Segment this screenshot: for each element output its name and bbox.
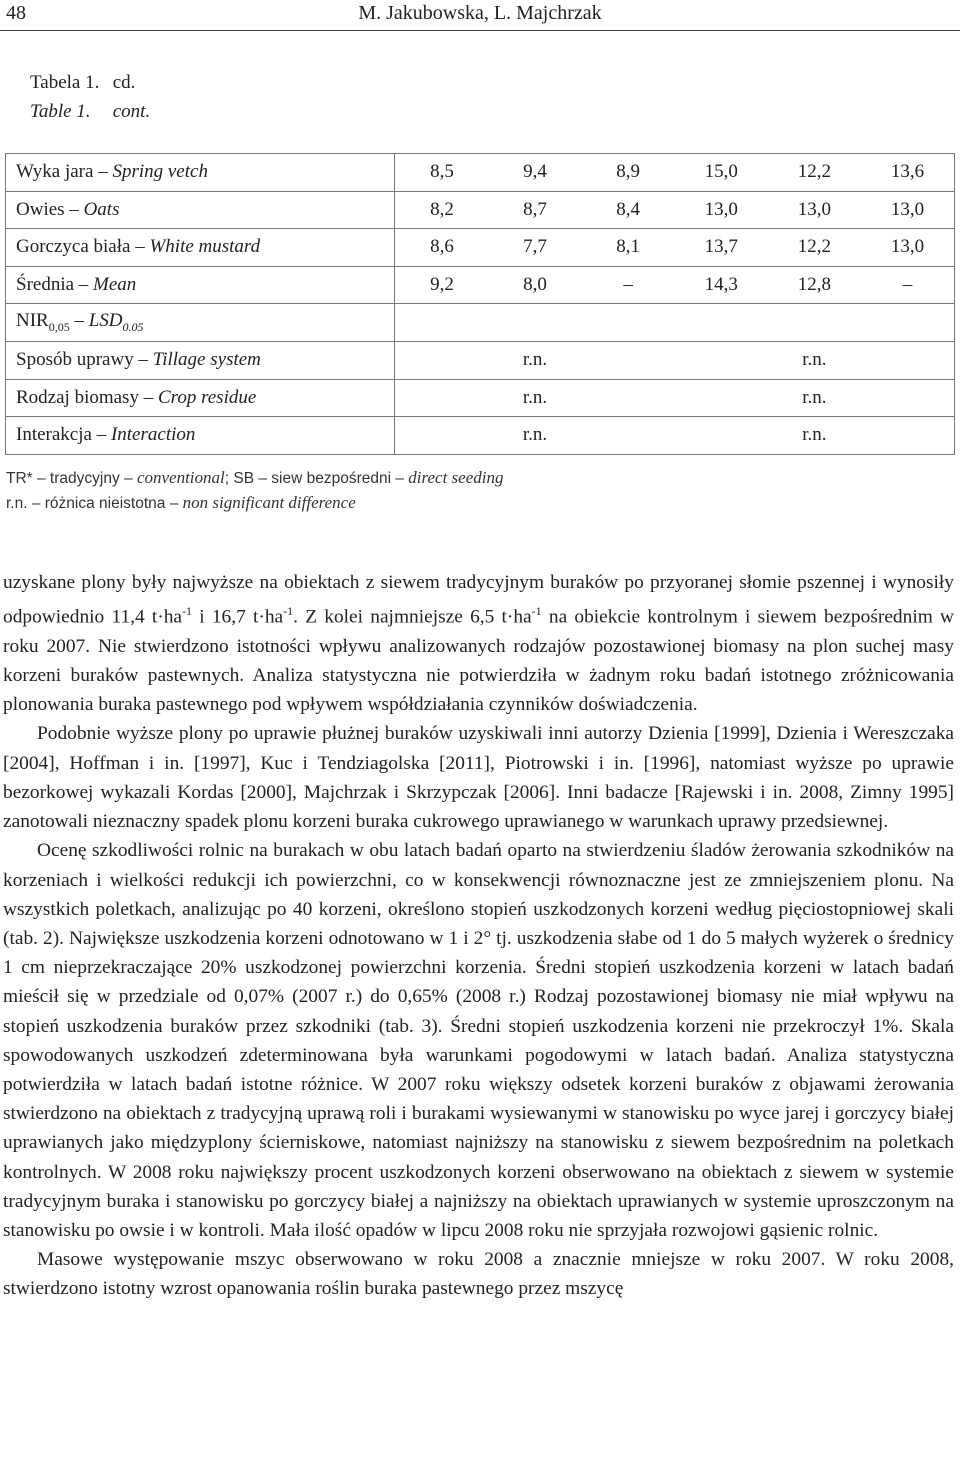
table-cell: 8,1 (582, 229, 675, 267)
table-cell: 12,2 (768, 154, 861, 192)
caption-cont-pl: cd. (112, 72, 136, 93)
table-cell: 14,3 (675, 266, 768, 304)
table-cell: – (861, 266, 955, 304)
table-cell-2008: r.n. (675, 417, 955, 455)
table-cell: – (582, 266, 675, 304)
table-cell: 12,2 (768, 229, 861, 267)
table-cell: 8,0 (489, 266, 582, 304)
paragraph: Ocenę szkodliwości rolnic na burakach w obu latach badań oparto na stwierdzeniu śladów żerowania szkodników na korzeniach i wielkości redukcji ich powierzchni, co w konsekwencji równoznaczne jest ze zmniejszeniem plonu. Na wszystkich poletkach, analizując po 40 korzeni, określono stopień uszkodzonych korzeni według pięciostopniowej skali (tab. 2). Największe uszkodzenia korzeni odnotowano w 1 i 2° tj. uszkodzenia słabe od 1 do 5 małych wyżerek o średnicy 1 cm nieprzekraczające 20% uszkodzonej powierzchni korzenia. Średni stopień uszkodzenia korzeni w latach badań mieścił się w przedziale od 0,07% (2007 r.) do 0,65% (2008 r.) Rodzaj pozostawionej biomasy nie miał wpływu na stopień uszkodzenia buraków przez szkodniki (tab. 3). Średni stopień uszkodzenia korzeni nie przekroczył 1%. Skala spowodowanych uszkodzeń zdeterminowana była warunkami pogodowymi w latach badań. Analiza statystyczna potwierdziła w latach badań istotne różnice. W 2007 roku większy odsetek korzeni buraków z objawami żerowania stwierdzono na obiektach z tradycyjną uprawą roli i burakami wysiewanymi w stanowisku po wyce jarej i gorczycy białej uprawianych jako międzyplony ścierniskowe, natomiast najniższy na stanowisku z siewem bezpośrednim na poletkach kontrolnych. W 2008 roku największy procent uszkodzonych korzeni obserwowano na obiektach z siewem w systemie tradycyjnym buraka i stanowisku po gorczycy białej a najniższy na obiektach uprawianych w systemie uproszczonym na stanowisku po owsie i w kontroli. Mała ilość opadów w lipcu 2008 roku nie sprzyjała rozwojowi gąsienic rolnic. (3, 840, 954, 1241)
table-row (6, 154, 955, 192)
table-cell: 9,2 (395, 266, 489, 304)
table-cell: 13,0 (768, 191, 861, 229)
footnote-rn: r.n. – różnica nieistotna – non significant difference (6, 493, 356, 512)
page-number: 48 (6, 2, 26, 24)
row-label: Owies – Oats (6, 191, 395, 229)
table-row (6, 191, 955, 229)
caption-label-pl: Tabela 1. (30, 72, 100, 93)
table-cell: 9,4 (489, 154, 582, 192)
table-cell: 13,0 (861, 229, 955, 267)
caption-cont-en: cont. (112, 101, 151, 122)
table-row-lsd (6, 341, 955, 379)
table-cell-2007: r.n. (395, 417, 675, 455)
table-cell: 13,0 (675, 191, 768, 229)
paragraph: Masowe występowanie mszyc obserwowano w roku 2008 a znacznie mniejsze w roku 2007. W roku 2008, stwierdzono istotny wzrost opanowania roślin buraka pastewnego przez mszycę (3, 1249, 954, 1300)
table-cell: 13,0 (861, 191, 955, 229)
body-text (3, 568, 954, 1304)
row-label: Średnia – Mean (6, 266, 395, 304)
data-table (5, 153, 955, 455)
paragraph: Podobnie wyższe plony po uprawie płużnej buraków uzyskiwali inni autorzy Dzienia [1999], Dzienia i Wereszczaka [2004], Hoffman i in. [1997], Kuc i Tendziagolska [2011], Piotrowski i in. [1996], natomiast wyższe po uprawie bezorkowej wykazali Kordas [2000], Majchrzak i Skrzypczak [2006]. Inni badacze [Rajewski i in. 2008, Zimny 1995] zanotowali nieznaczny spadek plonu korzeni buraka cukrowego uprawianego w warunkach uprawy przedsiewnej. (3, 723, 954, 833)
table-cell: 13,7 (675, 229, 768, 267)
table-cell: 8,4 (582, 191, 675, 229)
table-cell-2008: r.n. (675, 379, 955, 417)
page-header (0, 0, 960, 31)
row-label: Interakcja – Interaction (6, 417, 395, 455)
table-row-lsd (6, 417, 955, 455)
table-cell: 8,7 (489, 191, 582, 229)
table-caption (30, 68, 150, 126)
row-label: Gorczyca biała – White mustard (6, 229, 395, 267)
table-cell: 8,5 (395, 154, 489, 192)
table-cell: 8,9 (582, 154, 675, 192)
table-cell: 15,0 (675, 154, 768, 192)
table-row-lsd (6, 379, 955, 417)
table-row (6, 266, 955, 304)
table-cell: 7,7 (489, 229, 582, 267)
row-label: Wyka jara – Spring vetch (6, 154, 395, 192)
running-title: M. Jakubowska, L. Majchrzak (358, 2, 602, 24)
table-cell-2007: r.n. (395, 341, 675, 379)
table-cell-2007: r.n. (395, 379, 675, 417)
table-row (6, 229, 955, 267)
caption-label-en: Table 1. (30, 101, 91, 122)
table-cell-2008: r.n. (675, 341, 955, 379)
row-label: $NIR_{0,05} - LSD_{0.05}$ (6, 304, 395, 342)
table-cell: 8,2 (395, 191, 489, 229)
table-cell: 12,8 (768, 266, 861, 304)
row-label: Sposób uprawy – Tillage system (6, 341, 395, 379)
table-cell: 8,6 (395, 229, 489, 267)
table-footnotes (6, 466, 503, 516)
table-cell: 13,6 (861, 154, 955, 192)
footnote-tr-sb: TR* – tradycyjny – conventional; SB – siew bezpośredni – direct seeding (6, 468, 504, 487)
table-row-lsd-header (6, 304, 955, 342)
paragraph: uzyskane plony były najwyższe na obiektach z siewem tradycyjnym buraków po przyoranej słomie pszennej i wynosiły odpowiednio 11,4 $t\cdot ha^{-1}$ i 16,7 $t\cdot ha^{-1}$. Z kolei najmniejsze 6,5 $t\cdot ha^{-1}$ na obiekcie kontrolnym i siewem bezpośrednim w roku 2007. Nie stwierdzono istotności wpływu analizowanych rodzajów pozostawionej biomasy na plon suchej masy korzeni buraków pastewnych. Analiza statystyczna nie potwierdziła w żadnym roku badań istotnego zróżnicowania plonowania buraka pastewnego pod wpływem współdziałania czynników doświadczenia. (3, 572, 955, 716)
table-cell-empty (395, 304, 955, 342)
row-label: Rodzaj biomasy – Crop residue (6, 379, 395, 417)
